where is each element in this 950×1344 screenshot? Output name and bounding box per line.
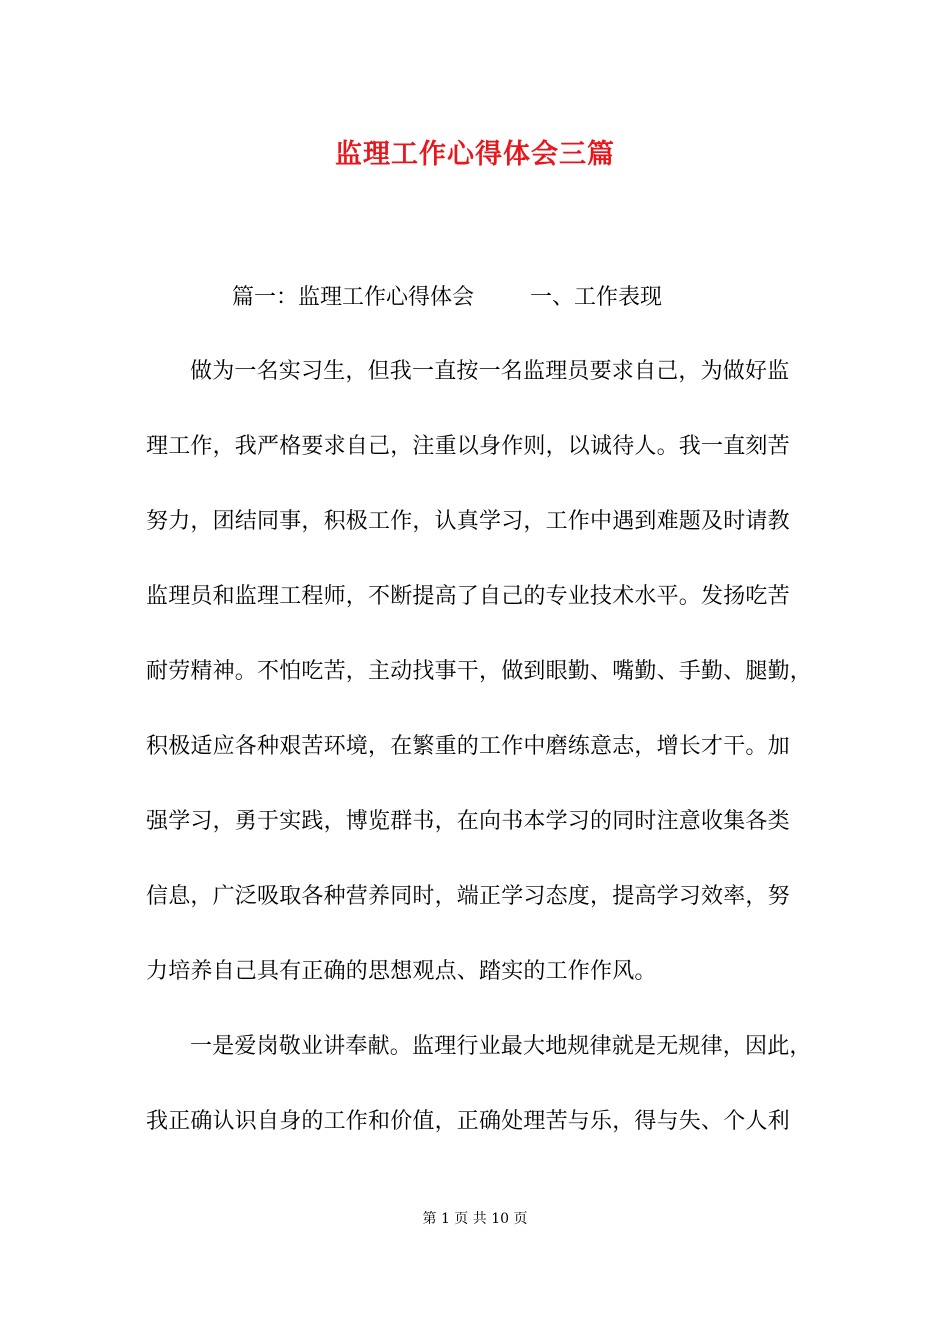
page-number: 第 1 页 共 10 页 (422, 1211, 528, 1227)
body-line: 耐劳精神。不怕吃苦，主动找事干，做到眼勤、嘴勤、手勤、腿勤， (146, 659, 813, 684)
body-line: 努力，团结同事，积极工作，认真学习，工作中遇到难题及时请教 (146, 509, 790, 534)
body-line: 理工作，我严格要求自己，注重以身作则，以诚待人。我一直刻苦 (146, 434, 790, 459)
body-line: 做为一名实习生，但我一直按一名监理员要求自己，为做好监 (190, 359, 790, 384)
body-line: 一是爱岗敬业讲奉献。监理行业最大地规律就是无规律，因此， (190, 1034, 812, 1059)
body-line: 积极适应各种艰苦环境，在繁重的工作中磨练意志，增长才干。加 (146, 734, 790, 759)
document-title: 监理工作心得体会三篇 (335, 139, 615, 170)
body-line: 我正确认识自身的工作和价值，正确处理苦与乐，得与失、个人利 (146, 1109, 790, 1134)
body-line: 监理员和监理工程师，不断提高了自己的专业技术水平。发扬吃苦 (146, 584, 790, 609)
section-heading: 篇一：监理工作心得体会 一、工作表现 (232, 285, 662, 310)
body-line: 强学习，勇于实践，博览群书，在向书本学习的同时注意收集各类 (146, 809, 790, 834)
body-line: 力培养自己具有正确的思想观点、踏实的工作作风。 (146, 959, 657, 984)
body-line: 信息，广泛吸取各种营养同时，端正学习态度，提高学习效率，努 (146, 884, 790, 909)
